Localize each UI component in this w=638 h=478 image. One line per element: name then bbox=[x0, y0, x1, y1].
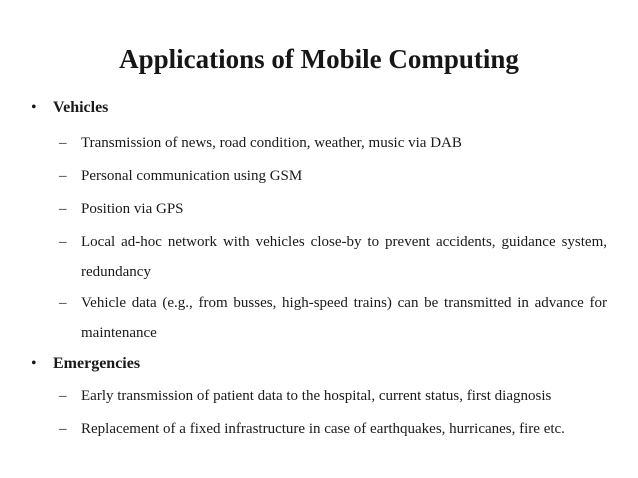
dash-icon: – bbox=[59, 168, 67, 184]
list-item bbox=[59, 227, 607, 287]
list-item bbox=[59, 288, 607, 348]
dash-icon: – bbox=[59, 234, 67, 250]
dash-icon: – bbox=[59, 295, 67, 311]
bullet-heading: Emergencies bbox=[53, 355, 141, 372]
list-item-text: Position via GPS bbox=[81, 201, 184, 217]
list-item-text: Local ad-hoc network with vehicles close-by to prevent accidents, guidance system, redundancy bbox=[81, 234, 607, 280]
bullet-icon: • bbox=[31, 99, 37, 116]
list-item bbox=[59, 381, 607, 411]
slide-title: Applications of Mobile Computing bbox=[119, 44, 519, 74]
list-item-text: Personal communication using GSM bbox=[81, 168, 303, 184]
list-item bbox=[59, 194, 607, 224]
list-item bbox=[59, 128, 607, 158]
dash-icon: – bbox=[59, 135, 67, 151]
dash-icon: – bbox=[59, 421, 67, 437]
bullet-heading: Vehicles bbox=[53, 99, 109, 116]
dash-icon: – bbox=[59, 201, 67, 217]
list-item-text: Transmission of news, road condition, weather, music via DAB bbox=[81, 135, 462, 151]
list-item-text: Vehicle data (e.g., from busses, high-speed trains) can be transmitted in advance for maintenance bbox=[81, 295, 607, 341]
bullet-icon: • bbox=[31, 355, 37, 372]
list-item bbox=[59, 414, 607, 444]
list-item-text: Replacement of a fixed infrastructure in case of earthquakes, hurricanes, fire etc. bbox=[81, 421, 565, 437]
list-item-text: Early transmission of patient data to the hospital, current status, first diagnosis bbox=[81, 388, 552, 404]
list-item bbox=[59, 161, 607, 191]
dash-icon: – bbox=[59, 388, 67, 404]
